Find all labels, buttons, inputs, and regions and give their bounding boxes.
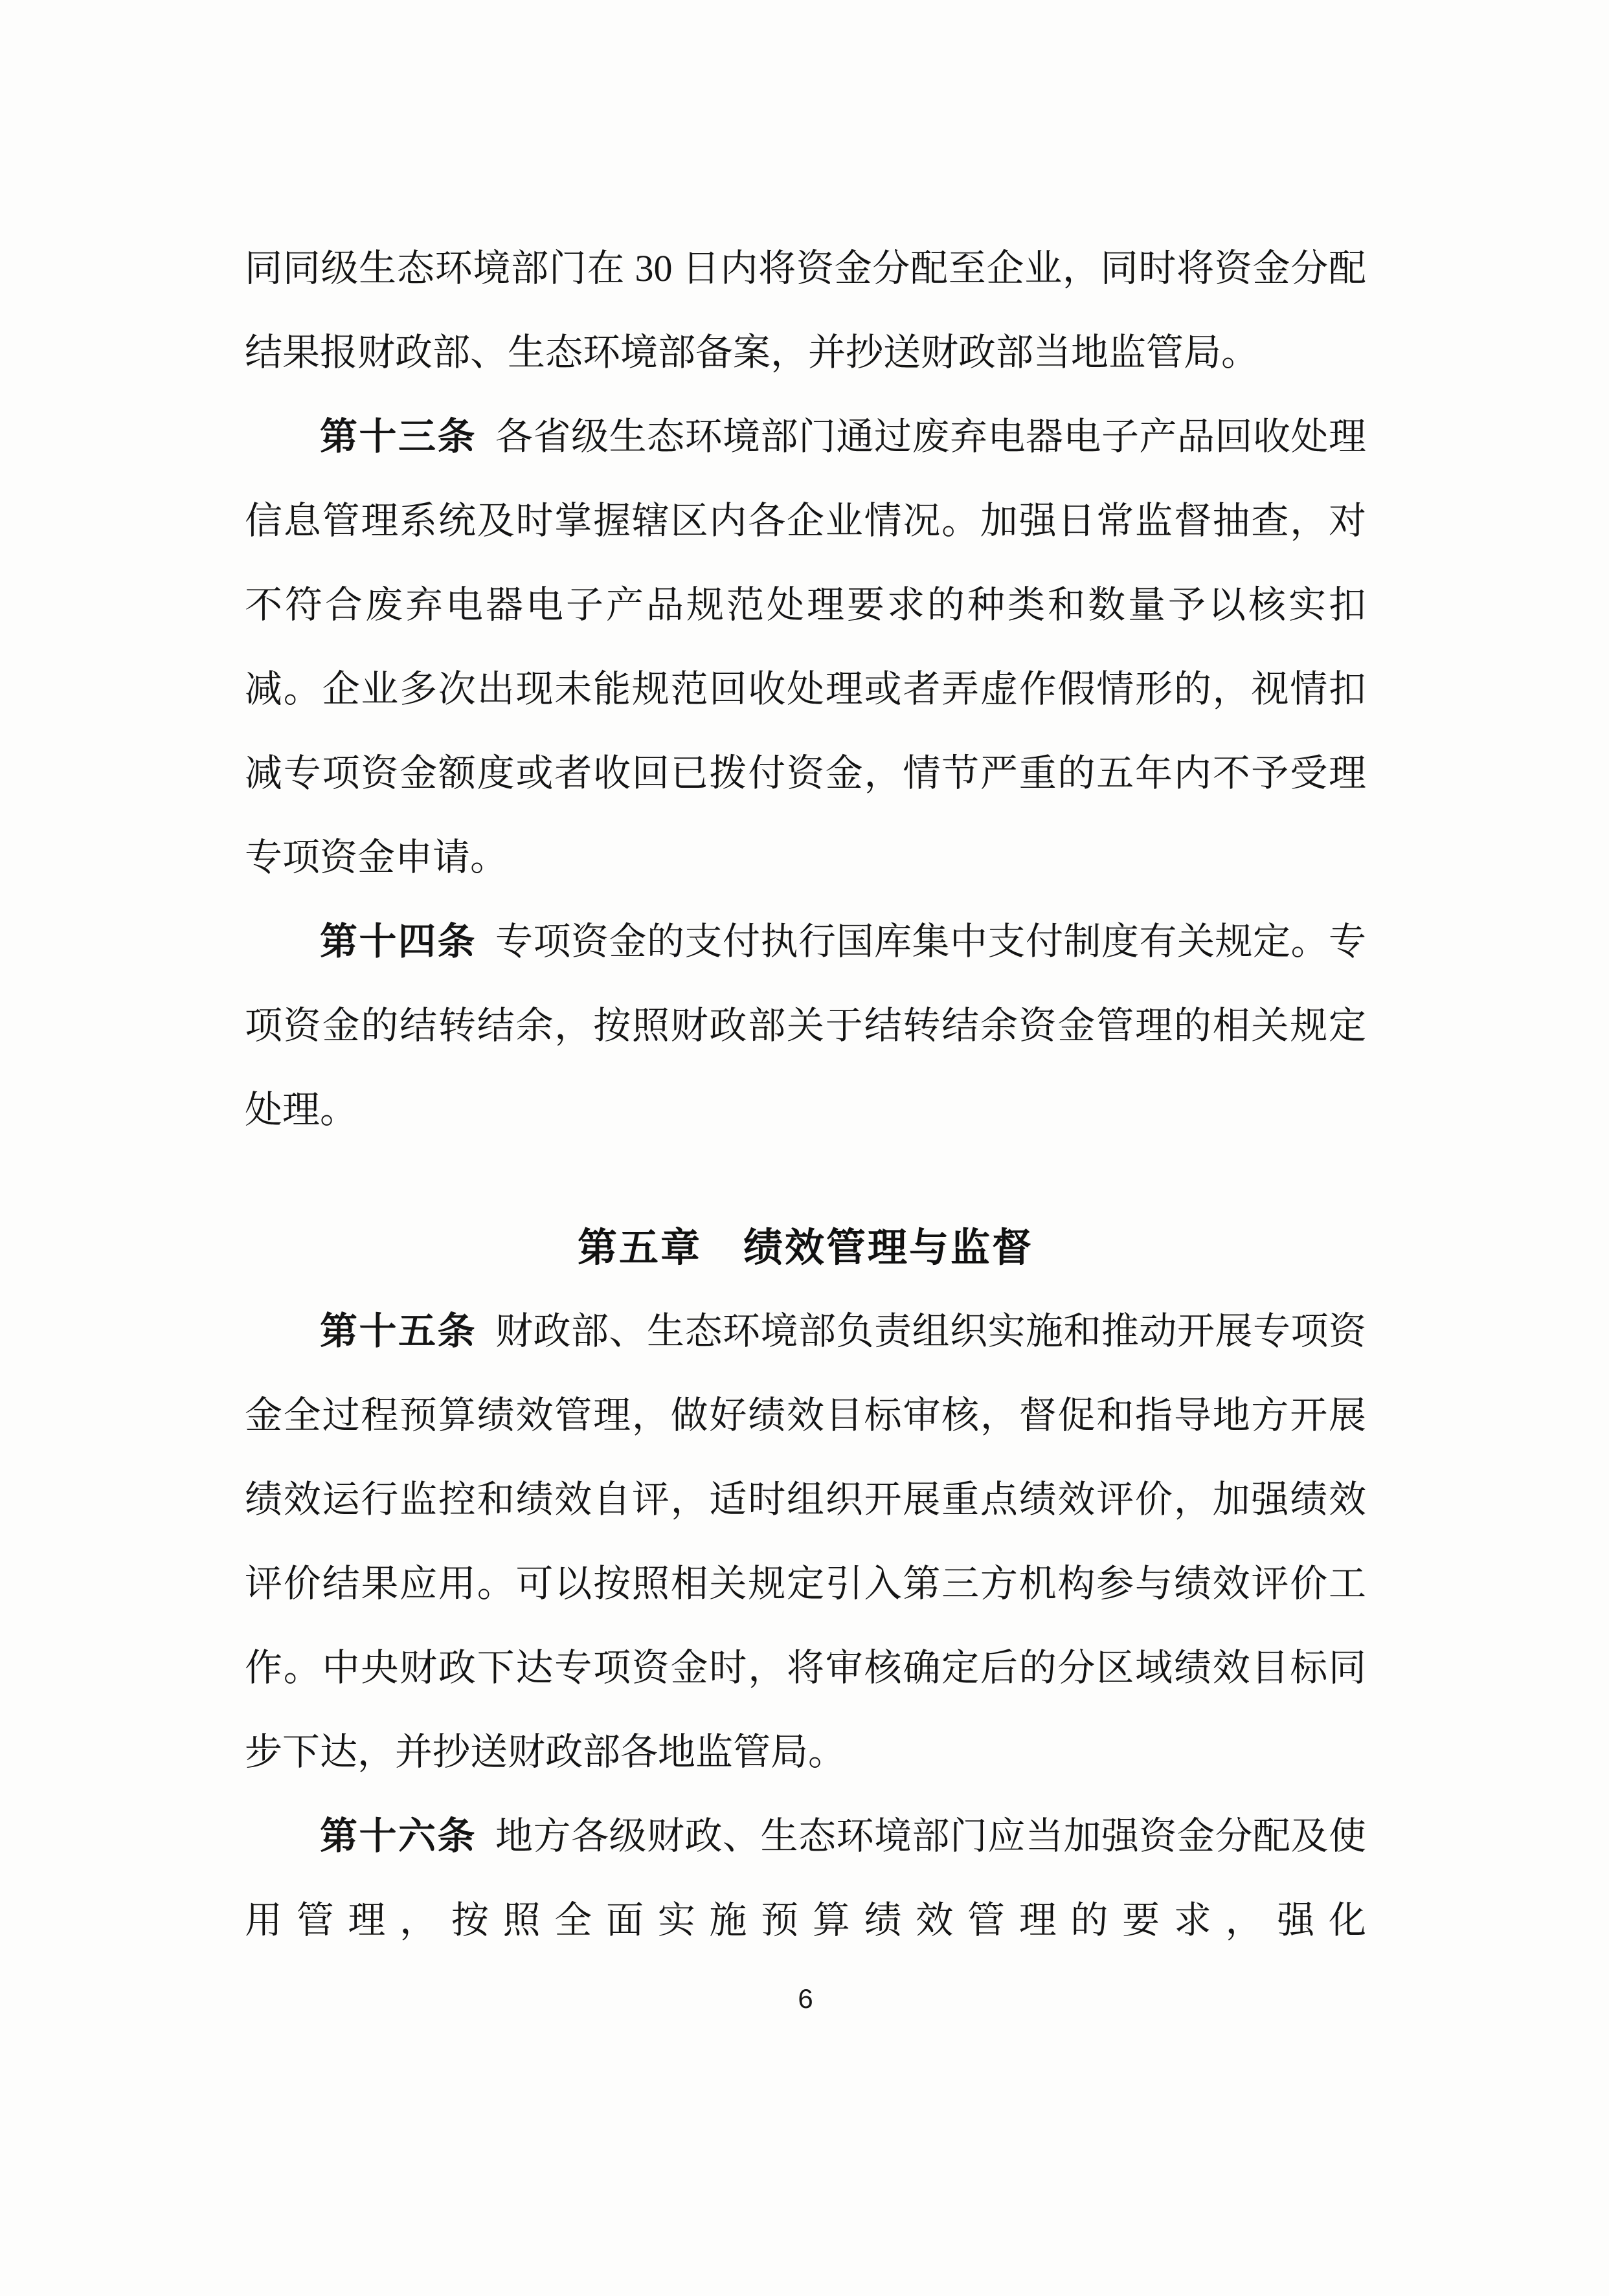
paragraph-article-15 [245,1289,1366,1794]
article-15-term: 第十五条 [320,1310,477,1352]
article-16-term: 第十六条 [320,1815,477,1857]
chapter-heading: 第五章 绩效管理与监督 [577,1225,1033,1269]
paragraph-article-13 [245,395,1366,900]
article-14-text: 专项资金的支付执行国库集中支付制度有关规定。专项资金的结转结余，按照财政部关于结转结余资金管理的相关规定处理。 [245,920,1366,1131]
article-15-text: 财政部、生态环境部负责组织实施和推动开展专项资金全过程预算绩效管理，做好绩效目标审核，督促和指导地方开展绩效运行监控和绩效自评，适时组织开展重点绩效评价，加强绩效评价结果应用。可以按照相关规定引入第三方机构参与绩效评价工作。中央财政下达专项资金时，将审核确定后的分区域绩效目标同步下达，并抄送财政部各地监管局。 [245,1310,1366,1773]
article-14-term: 第十四条 [320,920,477,963]
article-13-text: 各省级生态环境部门通过废弃电器电子产品回收处理信息管理系统及时掌握辖区内各企业情况。加强日常监督抽查，对不符合废弃电器电子产品规范处理要求的种类和数量予以核实扣减。企业多次出现未能规范回收处理或者弄虚作假情形的，视情扣减专项资金额度或者收回已拨付资金，情节严重的五年内不予受理专项资金申请。 [245,416,1366,878]
page-number: 6 [798,1983,813,2014]
article-13-term: 第十三条 [320,416,477,458]
paragraph-continuation: 同同级生态环境部门在 30 日内将资金分配至企业，同时将资金分配结果报财政部、生态环境部备案，并抄送财政部当地监管局。 [245,247,1366,373]
article-16-text: 地方各级财政、生态环境部门应当加强资金分配及使用管理，按照全面实施预算绩效管理的要求，强化 [245,1815,1366,1941]
text-block [245,227,1366,2018]
paragraph-article-16 [245,1794,1366,1963]
paragraph-article-14 [245,900,1366,1152]
